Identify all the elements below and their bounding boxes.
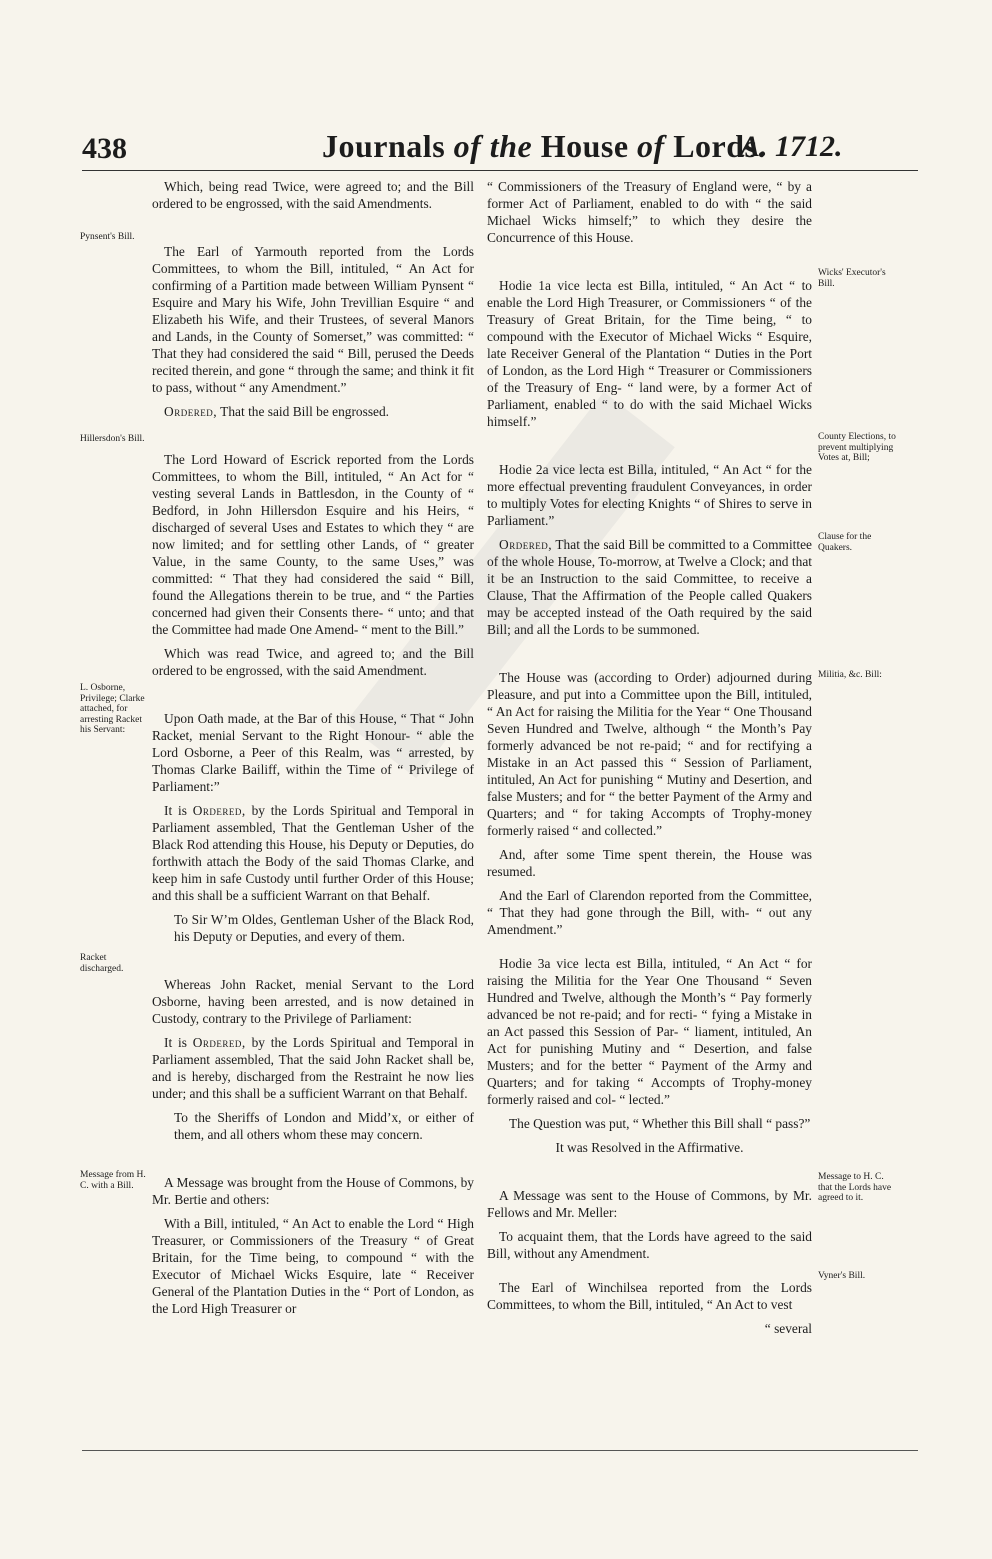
title-house: House	[540, 128, 629, 164]
left-para-10-pre: It is	[164, 1035, 187, 1050]
right-para-12: To acquaint them, that the Lords have agreed to the said Bill, without any Amendment.	[487, 1229, 812, 1261]
catchword: “ several	[764, 1321, 812, 1336]
left-para-10-text: by the Lords Spiritual and Temporal in Parliament assembled, That the said John Racket shall be, and is hereby, discharged from the Restraint he now lies under; and this shall be a sufficient Warrant on that Behalf.	[152, 1035, 475, 1101]
page-year: A. 1712.	[740, 130, 843, 163]
margin-note-quakers: Clause for the Quakers.	[818, 532, 872, 553]
left-para-12: A Message was brought from the House of Commons, by Mr. Bertie and others:	[152, 1175, 474, 1207]
left-para-4: The Lord Howard of Escrick reported from the Lords Committees, to whom the Bill, intituled, “ An Act for “ vesting several Lands in Battlesdon, in the County of “ Bedford, in John Hillersdon Esquire and his Heirs, “ discharged of several Uses and Estates to which they “ are now limited; and for settling other Lands, of “ greater Value, in the same County, to the same Uses,” was committed: “ That they had considered the said “ Bill, found the Allegations therein to be true, and “ the Parties concerned had given their Consents there- “ unto; and that the Committee had made One Amend- “ ment to the Bill.”	[152, 452, 474, 637]
left-para-5: Which was read Twice, and agreed to; and the Bill ordered to be engrossed, with the said Amendment.	[152, 646, 474, 678]
left-para-9: Whereas John Racket, menial Servant to the Lord Osborne, having been arrested, and is now detained in Custody, contrary to the Privilege of Parliament:	[152, 977, 474, 1026]
margin-note-county: County Elections, to prevent multiplying Votes at, Bill;	[818, 432, 896, 463]
margin-note-pynsent: Pynsent's Bill.	[80, 232, 135, 242]
title-of: of	[637, 128, 665, 164]
left-para-7	[152, 802, 474, 904]
margin-note-wicks: Wicks' Executor's Bill.	[818, 268, 886, 289]
title-lords: Lords.	[673, 128, 766, 164]
right-para-6: And, after some Time spent therein, the House was resumed.	[487, 847, 812, 879]
page-title	[322, 128, 766, 165]
right-para-9: The Question was put, “ Whether this Bill shall “ pass?”	[509, 1116, 811, 1131]
left-column	[152, 178, 474, 1324]
left-para-11: To the Sheriffs of London and Midd’x, or either of them, and all others whom these may concern.	[174, 1110, 474, 1142]
footer-rule	[82, 1450, 918, 1451]
right-para-5: The House was (according to Order) adjourned during Pleasure, and put into a Committee upon the Bill, intituled, “ An Act for raising the Militia for the Year “ One Thousand Seven Hundred and Twelve, although “ the Month’s Pay formerly advanced be not re-paid; “ and for rectifying a Mistake in an Act passed this “ Session of Parliament, intituled, An Act for punishing “ Mutiny and Desertion, and false Musters; and for “ the better Payment of the Army and Quarters; and “ for taking Accompts of Trophy-money formerly raised “ and collected.”	[487, 670, 812, 838]
ordered-label: Ordered,	[192, 1035, 246, 1050]
margin-note-vyner: Vyner's Bill.	[818, 1271, 866, 1281]
ordered-label: Ordered,	[164, 404, 218, 419]
margin-note-message-to: Message to H. C. that the Lords have agreed to it.	[818, 1172, 892, 1203]
right-para-10: It was Resolved in the Affirmative.	[555, 1140, 744, 1155]
margin-note-message: Message from H. C. with a Bill.	[80, 1170, 146, 1191]
right-column	[487, 178, 812, 1344]
right-para-13: The Earl of Winchilsea reported from the Lords Committees, to whom the Bill, intituled, “ An Act to vest	[487, 1280, 812, 1312]
ordered-label: Ordered,	[499, 537, 553, 552]
right-para-2: Hodie 1a vice lecta est Billa, intituled, “ An Act “ to enable the Lord High Treasurer, or Commissioners “ of the Treasury of Great Britain, for the Time being, “ to compound with the Executor of Michael Wicks “ Esquire, late Receiver General of the Plantation “ Duties in the Port of London, as the Lord High “ Treasurer or Commissioners of the Treasury of Eng- “ land were, by a former Act of Parliament, enabled “ to do with the said Michael Wicks himself.”	[487, 278, 812, 429]
ordered-label: Ordered,	[192, 803, 246, 818]
margin-note-racket: Racket discharged.	[80, 953, 124, 974]
left-para-3	[152, 403, 474, 420]
right-para-8: Hodie 3a vice lecta est Billa, intituled, “ An Act “ for raising the Militia for the Year One Thousand “ Seven Hundred and Twelve, although the Month’s “ Pay formerly advanced be not re-paid; and for recti- “ fying a Mistake in an Act passed this Session of Par- “ liament, intituled, An Act for punishing Mutiny and “ Desertion, and false Musters; and for the better “ Payment of the Army and Quarters; and for taking “ Accompts of Trophy-money formerly raised and col- “ lected.”	[487, 956, 812, 1107]
right-para-4-text: That the said Bill be committed to a Committee of the whole House, To-morrow, at Twelve a Clock; and that it be an Instruction to the said Committee, to receive a Clause, That the Affirmation of the People called Quakers may be accepted instead of the Oath required by the said Bill; and all the Lords to be summoned.	[487, 537, 812, 637]
right-para-7: And the Earl of Clarendon reported from the Committee, “ That they had gone through the Bill, with- “ out any Amendment.”	[487, 888, 812, 937]
page-number: 438	[82, 132, 127, 165]
title-of-the: of the	[453, 128, 533, 164]
header-rule	[82, 170, 918, 171]
left-para-10	[152, 1034, 474, 1102]
left-para-6: Upon Oath made, at the Bar of this House, “ That “ John Racket, menial Servant to the Right Honour- “ able the Lord Osborne, a Peer of this Realm, was “ arrested, by Thomas Clarke Bailiff, within the Time of “ Privilege of Parliament:”	[152, 711, 474, 794]
right-para-1: “ Commissioners of the Treasury of England were, “ by a former Act of Parliament, enabled to do with “ the said Michael Wicks himself;” to which they desire the Concurrence of this House.	[487, 179, 812, 245]
margin-note-hillersdon: Hillersdon's Bill.	[80, 434, 145, 444]
right-para-3: Hodie 2a vice lecta est Billa, intituled, “ An Act “ for the more effectual preventing fraudulent Conveyances, in order to multiply Votes for electing Knights “ of Shires to serve in Parliament.”	[487, 462, 812, 528]
right-para-4	[487, 536, 812, 638]
margin-note-osborne: L. Osborne, Privilege; Clarke attached, for arresting Racket his Servant:	[80, 683, 145, 735]
left-para-8: To Sir W’m Oldes, Gentleman Usher of the Black Rod, his Deputy or Deputies, and every of them.	[174, 912, 474, 944]
left-para-1: Which, being read Twice, were agreed to; and the Bill ordered to be engrossed, with the said Amendments.	[152, 179, 474, 211]
left-para-3-text: That the said Bill be engrossed.	[217, 404, 390, 419]
left-para-7-pre: It is	[164, 803, 187, 818]
left-para-7-text: by the Lords Spiritual and Temporal in Parliament assembled, That the Gentleman Usher of the Black Rod attending this House, his Deputy or Deputies, do forthwith attach the Body of the said Thomas Clarke, and keep him in safe Custody until further Order of this House; and this shall be a sufficient Warrant on that Behalf.	[152, 803, 475, 903]
right-para-11: A Message was sent to the House of Commons, by Mr. Fellows and Mr. Meller:	[487, 1188, 812, 1220]
title-journals: Journals	[322, 128, 446, 164]
left-para-2: The Earl of Yarmouth reported from the Lords Committees, to whom the Bill, intituled, “ An Act for confirming of a Partition made between William Pynsent “ Esquire and Mary his Wife, John Trevillian Esquire “ and Elizabeth his Wife, and their Trustees, of several Manors and Lands, in the County of Somerset,” was committed: “ That they had considered the said “ Bill, perused the Deeds recited therein, and gone “ through the same; and think it fit to pass, without “ any Amendment.”	[152, 244, 474, 395]
margin-note-militia: Militia, &c. Bill:	[818, 670, 882, 680]
left-para-13: With a Bill, intituled, “ An Act to enable the Lord “ High Treasurer, or Commissioners of the Treasury “ of Great Britain, for the Time being, to compound “ with the Executor of Michael Wicks Esquire, late “ Receiver General of the Plantation Duties in the “ Port of London, as the Lord High Treasurer or	[152, 1216, 474, 1316]
